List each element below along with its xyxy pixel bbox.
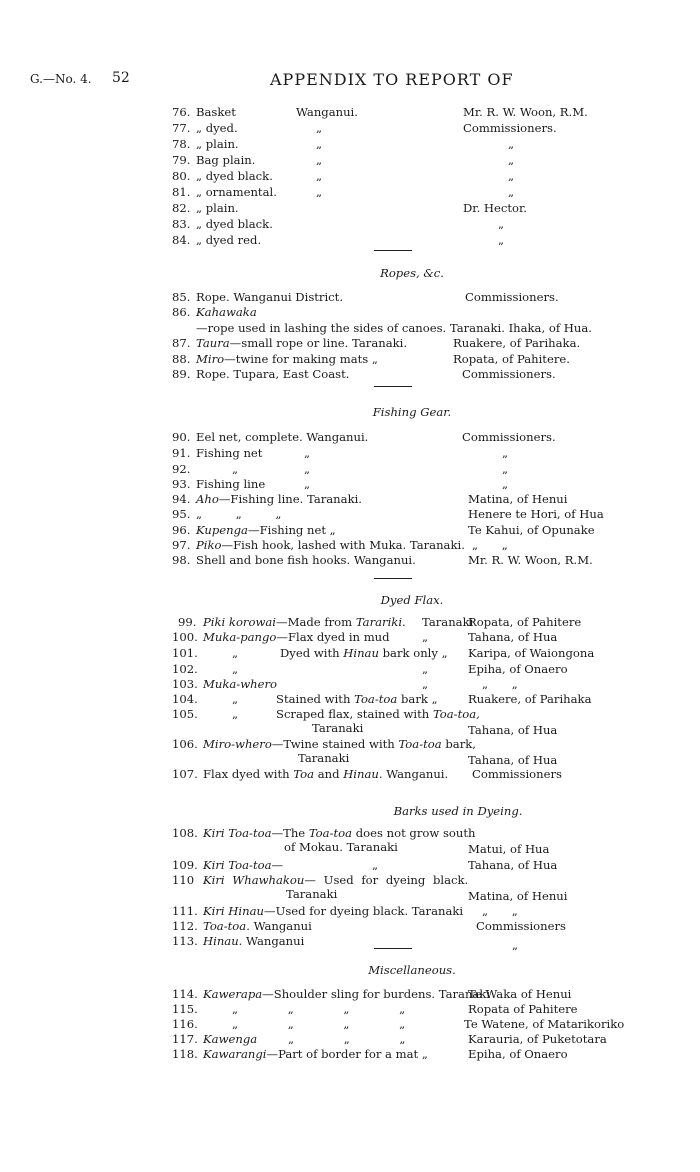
item-source: Epiha, of Onaero: [468, 662, 568, 676]
item-location: „: [304, 462, 311, 476]
item-description: Kiri Toa-toa—The Toa-toa does not grow south: [203, 826, 476, 840]
item-source: Matui, of Hua: [468, 842, 550, 856]
item-description: „ dyed.: [196, 121, 238, 135]
item-location: „: [422, 630, 429, 644]
item-source: „ „: [482, 904, 518, 918]
item-number: 118.: [172, 1047, 198, 1061]
item-description: Flax dyed with Toa and Hinau. Wanganui.: [203, 767, 449, 781]
item-number: 79.: [172, 153, 191, 167]
item-source: „: [512, 938, 519, 952]
list-item: [172, 1001, 652, 1017]
item-description: „ „ „: [196, 507, 282, 521]
item-number: 108.: [172, 826, 198, 840]
item-description: Kiri Whawhakou— Used for dyeing black.: [203, 873, 469, 887]
item-description: „ dyed black.: [196, 217, 273, 231]
item-description: Kawarangi—Part of border for a mat „: [203, 1047, 428, 1061]
section-title-miscellaneous: Miscellaneous.: [368, 963, 456, 977]
item-source: „: [502, 462, 509, 476]
item-description: Muka-pango—Flax dyed in mud: [203, 630, 390, 644]
item-source: Tahana, of Hua: [468, 753, 558, 767]
list-item: [172, 918, 652, 934]
list-item: [172, 676, 652, 692]
item-description: Eel net, complete. Wanganui.: [196, 430, 369, 444]
item-source: Matina, of Henui: [468, 889, 568, 903]
page-title: APPENDIX TO REPORT OF: [270, 70, 514, 89]
list-item: [172, 476, 652, 492]
list-item: [172, 614, 652, 630]
item-source: Tahana, of Hua: [468, 858, 558, 872]
list-item: [172, 629, 652, 645]
item-location: Taranaki: [422, 615, 474, 629]
list-item: [172, 552, 652, 568]
list-item: [172, 986, 652, 1002]
item-number: 86.: [172, 305, 191, 319]
item-location: Wanganui.: [296, 105, 358, 119]
item-source: Commissioners.: [462, 430, 556, 444]
item-location: „: [304, 477, 311, 491]
list-item: [172, 168, 652, 184]
item-description: Piko—Fish hook, lashed with Muka. Taranaki.: [196, 538, 465, 552]
item-source: Matina, of Henui: [468, 492, 568, 506]
item-source: Dr. Hector.: [463, 201, 527, 215]
item-number: 111.: [172, 904, 198, 918]
item-description: „ dyed red.: [196, 233, 262, 247]
list-item: [172, 736, 652, 768]
item-description: „ „ „ „: [232, 1002, 406, 1016]
item-description: Miro—twine for making mats „: [196, 352, 378, 366]
item-location: „: [422, 662, 429, 676]
item-location: „: [316, 169, 323, 183]
list-item: [172, 335, 652, 351]
section-title-dyed-flax: Dyed Flax.: [380, 593, 444, 607]
list-item: [172, 120, 652, 136]
list-item: [172, 136, 652, 152]
item-description: „ ornamental.: [196, 185, 277, 199]
item-location: „: [304, 446, 311, 460]
list-item: [172, 872, 652, 904]
item-number: 106.: [172, 737, 198, 751]
item-number: 78.: [172, 137, 191, 151]
item-source: Karauria, of Puketotara: [468, 1032, 607, 1046]
list-item: [172, 661, 652, 677]
item-description: Piki korowai—Made from Tarariki.: [203, 615, 406, 629]
item-number: 104.: [172, 692, 198, 706]
item-number: 89.: [172, 367, 191, 381]
list-item: [172, 1031, 652, 1047]
list-item: [172, 461, 652, 477]
item-description: Bag plain.: [196, 153, 256, 167]
item-source: „ „: [472, 538, 508, 552]
item-description: Toa-toa. Wanganui: [203, 919, 312, 933]
item-source: „: [508, 185, 515, 199]
list-item: [172, 537, 652, 553]
item-description: Dyed with Hinau bark only „: [280, 646, 448, 660]
item-source: „: [508, 137, 515, 151]
section-title-fishing: Fishing Gear.: [372, 405, 452, 419]
list-item: [172, 232, 652, 248]
item-description: Rope. Tupara, East Coast.: [196, 367, 350, 381]
item-description: Stained with Toa-toa bark „: [276, 692, 438, 706]
item-number: 102.: [172, 662, 198, 676]
item-number: 107.: [172, 767, 198, 781]
item-number: 90.: [172, 430, 191, 444]
list-item: [172, 825, 652, 857]
item-number: 91.: [172, 446, 191, 460]
section-title-ropes: Ropes, &c.: [380, 266, 444, 280]
item-source: Ropata, of Pahitere.: [453, 352, 570, 366]
item-source: „: [498, 233, 505, 247]
list-item: [172, 429, 652, 445]
list-item: [172, 445, 652, 461]
item-number: 93.: [172, 477, 191, 491]
list-item: [172, 766, 652, 782]
item-number: 85.: [172, 290, 191, 304]
item-source: Tahana, of Hua: [468, 630, 558, 644]
item-number: 84.: [172, 233, 191, 247]
item-source: „: [502, 477, 509, 491]
item-description: Fishing line: [196, 477, 266, 491]
item-location: Taranaki: [312, 721, 364, 735]
item-location: „: [316, 153, 323, 167]
item-description: Taura—small rope or line. Taranaki.: [196, 336, 408, 350]
list-item: [172, 491, 652, 507]
list-item: [172, 706, 652, 738]
ditto-mark: „: [232, 692, 239, 706]
item-location: Taranaki: [286, 887, 338, 901]
item-description: „ „ „: [288, 1032, 406, 1046]
item-source: „: [508, 153, 515, 167]
item-location: „: [316, 185, 323, 199]
ditto-mark: „: [232, 646, 239, 660]
item-source: Commissioners: [476, 919, 566, 933]
item-location: „: [372, 858, 379, 872]
item-description: Rope. Wanganui District.: [196, 290, 344, 304]
item-source: „: [502, 446, 509, 460]
item-number: 105.: [172, 707, 198, 721]
item-source: Ropata of Pahitere: [468, 1002, 578, 1016]
item-number: 112.: [172, 919, 198, 933]
list-item: [172, 1046, 652, 1062]
item-location: „: [316, 137, 323, 151]
item-number: 110: [172, 873, 195, 887]
item-source: Te Watene, of Matarikoriko: [464, 1017, 625, 1031]
item-number: 117.: [172, 1032, 198, 1046]
item-name: Kawenga: [203, 1032, 258, 1046]
list-item: [172, 366, 652, 382]
item-source: Ruakere, of Parihaka: [468, 692, 592, 706]
item-number: 82.: [172, 201, 191, 215]
item-number: 113.: [172, 934, 198, 948]
item-number: 92.: [172, 462, 191, 476]
ditto-mark: „: [232, 707, 239, 721]
item-description: Scraped flax, stained with Toa-toa,: [276, 707, 480, 721]
item-source: „: [508, 169, 515, 183]
item-number: 114.: [172, 987, 198, 1001]
section-divider: [374, 578, 412, 579]
item-description: Aho—Fishing line. Taranaki.: [196, 492, 362, 506]
list-item: [172, 506, 652, 522]
item-description: „: [232, 462, 239, 476]
item-number: 103.: [172, 677, 198, 691]
item-number: 88.: [172, 352, 191, 366]
item-location: „: [316, 121, 323, 135]
list-item: [172, 104, 652, 120]
item-number: 96.: [172, 523, 191, 537]
item-source: Commissioners.: [463, 121, 557, 135]
page-number: 52: [112, 70, 130, 86]
item-description: Muka-whero: [203, 677, 277, 691]
item-number: 116.: [172, 1017, 198, 1031]
item-number: 100.: [172, 630, 198, 644]
ditto-mark: „: [232, 662, 239, 676]
item-description: Basket: [196, 105, 236, 119]
document-code: G.—No. 4.: [30, 72, 92, 86]
item-location: „: [422, 677, 429, 691]
item-number: 81.: [172, 185, 191, 199]
item-number: 98.: [172, 553, 191, 567]
item-source: Te Kahui, of Opunake: [468, 523, 595, 537]
item-location: of Mokau. Taranaki: [284, 840, 398, 854]
section-divider: [374, 948, 412, 949]
item-source: Mr. R. W. Woon, R.M.: [463, 105, 588, 119]
item-description: „ „ „ „: [232, 1017, 406, 1031]
item-number: 94.: [172, 492, 191, 506]
list-item: [172, 1016, 652, 1032]
item-description: Kawerapa—Shoulder sling for burdens. Taranaki: [203, 987, 491, 1001]
list-item: [172, 200, 652, 216]
list-item: [172, 184, 652, 200]
item-source: Mr. R. W. Woon, R.M.: [468, 553, 593, 567]
list-item: [172, 933, 652, 952]
item-description: Shell and bone fish hooks. Wanganui.: [196, 553, 416, 567]
item-number: 83.: [172, 217, 191, 231]
item-description: Kiri Hinau—Used for dyeing black. Taranaki: [203, 904, 464, 918]
list-item: [172, 351, 652, 367]
item-description: „ dyed black.: [196, 169, 273, 183]
item-source: Henere te Hori, of Hua: [468, 507, 604, 521]
list-item: [172, 522, 652, 538]
item-source: „: [498, 217, 505, 231]
section-divider: [374, 250, 412, 251]
list-item: [172, 857, 652, 873]
section-divider: [374, 386, 412, 387]
item-number: 80.: [172, 169, 191, 183]
list-item: [172, 152, 652, 168]
list-item: [172, 289, 652, 305]
item-source: Commissioners.: [465, 290, 559, 304]
item-source: Commissioners: [472, 767, 562, 781]
item-description: „ plain.: [196, 201, 239, 215]
item-description: Kiri Toa-toa—: [203, 858, 284, 872]
item-description: „ plain.: [196, 137, 239, 151]
item-description: Hinau. Wanganui: [203, 934, 305, 948]
list-item: [172, 304, 652, 336]
item-description: Kahawaka—rope used in lashing the sides of canoes. Taranaki. Ihaka, of Hua.: [196, 305, 592, 335]
item-number: 97.: [172, 538, 191, 552]
item-source: Karipa, of Waiongona: [468, 646, 595, 660]
item-source: Epiha, of Onaero: [468, 1047, 568, 1061]
item-source: Ruakere, of Parihaka.: [453, 336, 581, 350]
item-source: „ „: [482, 677, 518, 691]
item-source: Te Waka of Henui: [468, 987, 572, 1001]
item-number: 99.: [178, 615, 197, 629]
item-source: Tahana, of Hua: [468, 723, 558, 737]
list-item: [172, 645, 652, 661]
item-description: Fishing net: [196, 446, 263, 460]
item-description: Kupenga—Fishing net „: [196, 523, 336, 537]
item-number: 115.: [172, 1002, 198, 1016]
item-number: 109.: [172, 858, 198, 872]
list-item: [172, 216, 652, 232]
item-number: 77.: [172, 121, 191, 135]
item-location: Taranaki: [298, 751, 350, 765]
item-number: 95.: [172, 507, 191, 521]
section-title-barks: Barks used in Dyeing.: [393, 804, 523, 818]
item-source: Commissioners.: [462, 367, 556, 381]
item-number: 101.: [172, 646, 198, 660]
item-number: 87.: [172, 336, 191, 350]
list-item: [172, 903, 652, 919]
list-item: [172, 691, 652, 707]
item-description: Miro-whero—Twine stained with Toa-toa bark,: [203, 737, 476, 751]
item-source: Ropata, of Pahitere: [468, 615, 582, 629]
item-number: 76.: [172, 105, 191, 119]
